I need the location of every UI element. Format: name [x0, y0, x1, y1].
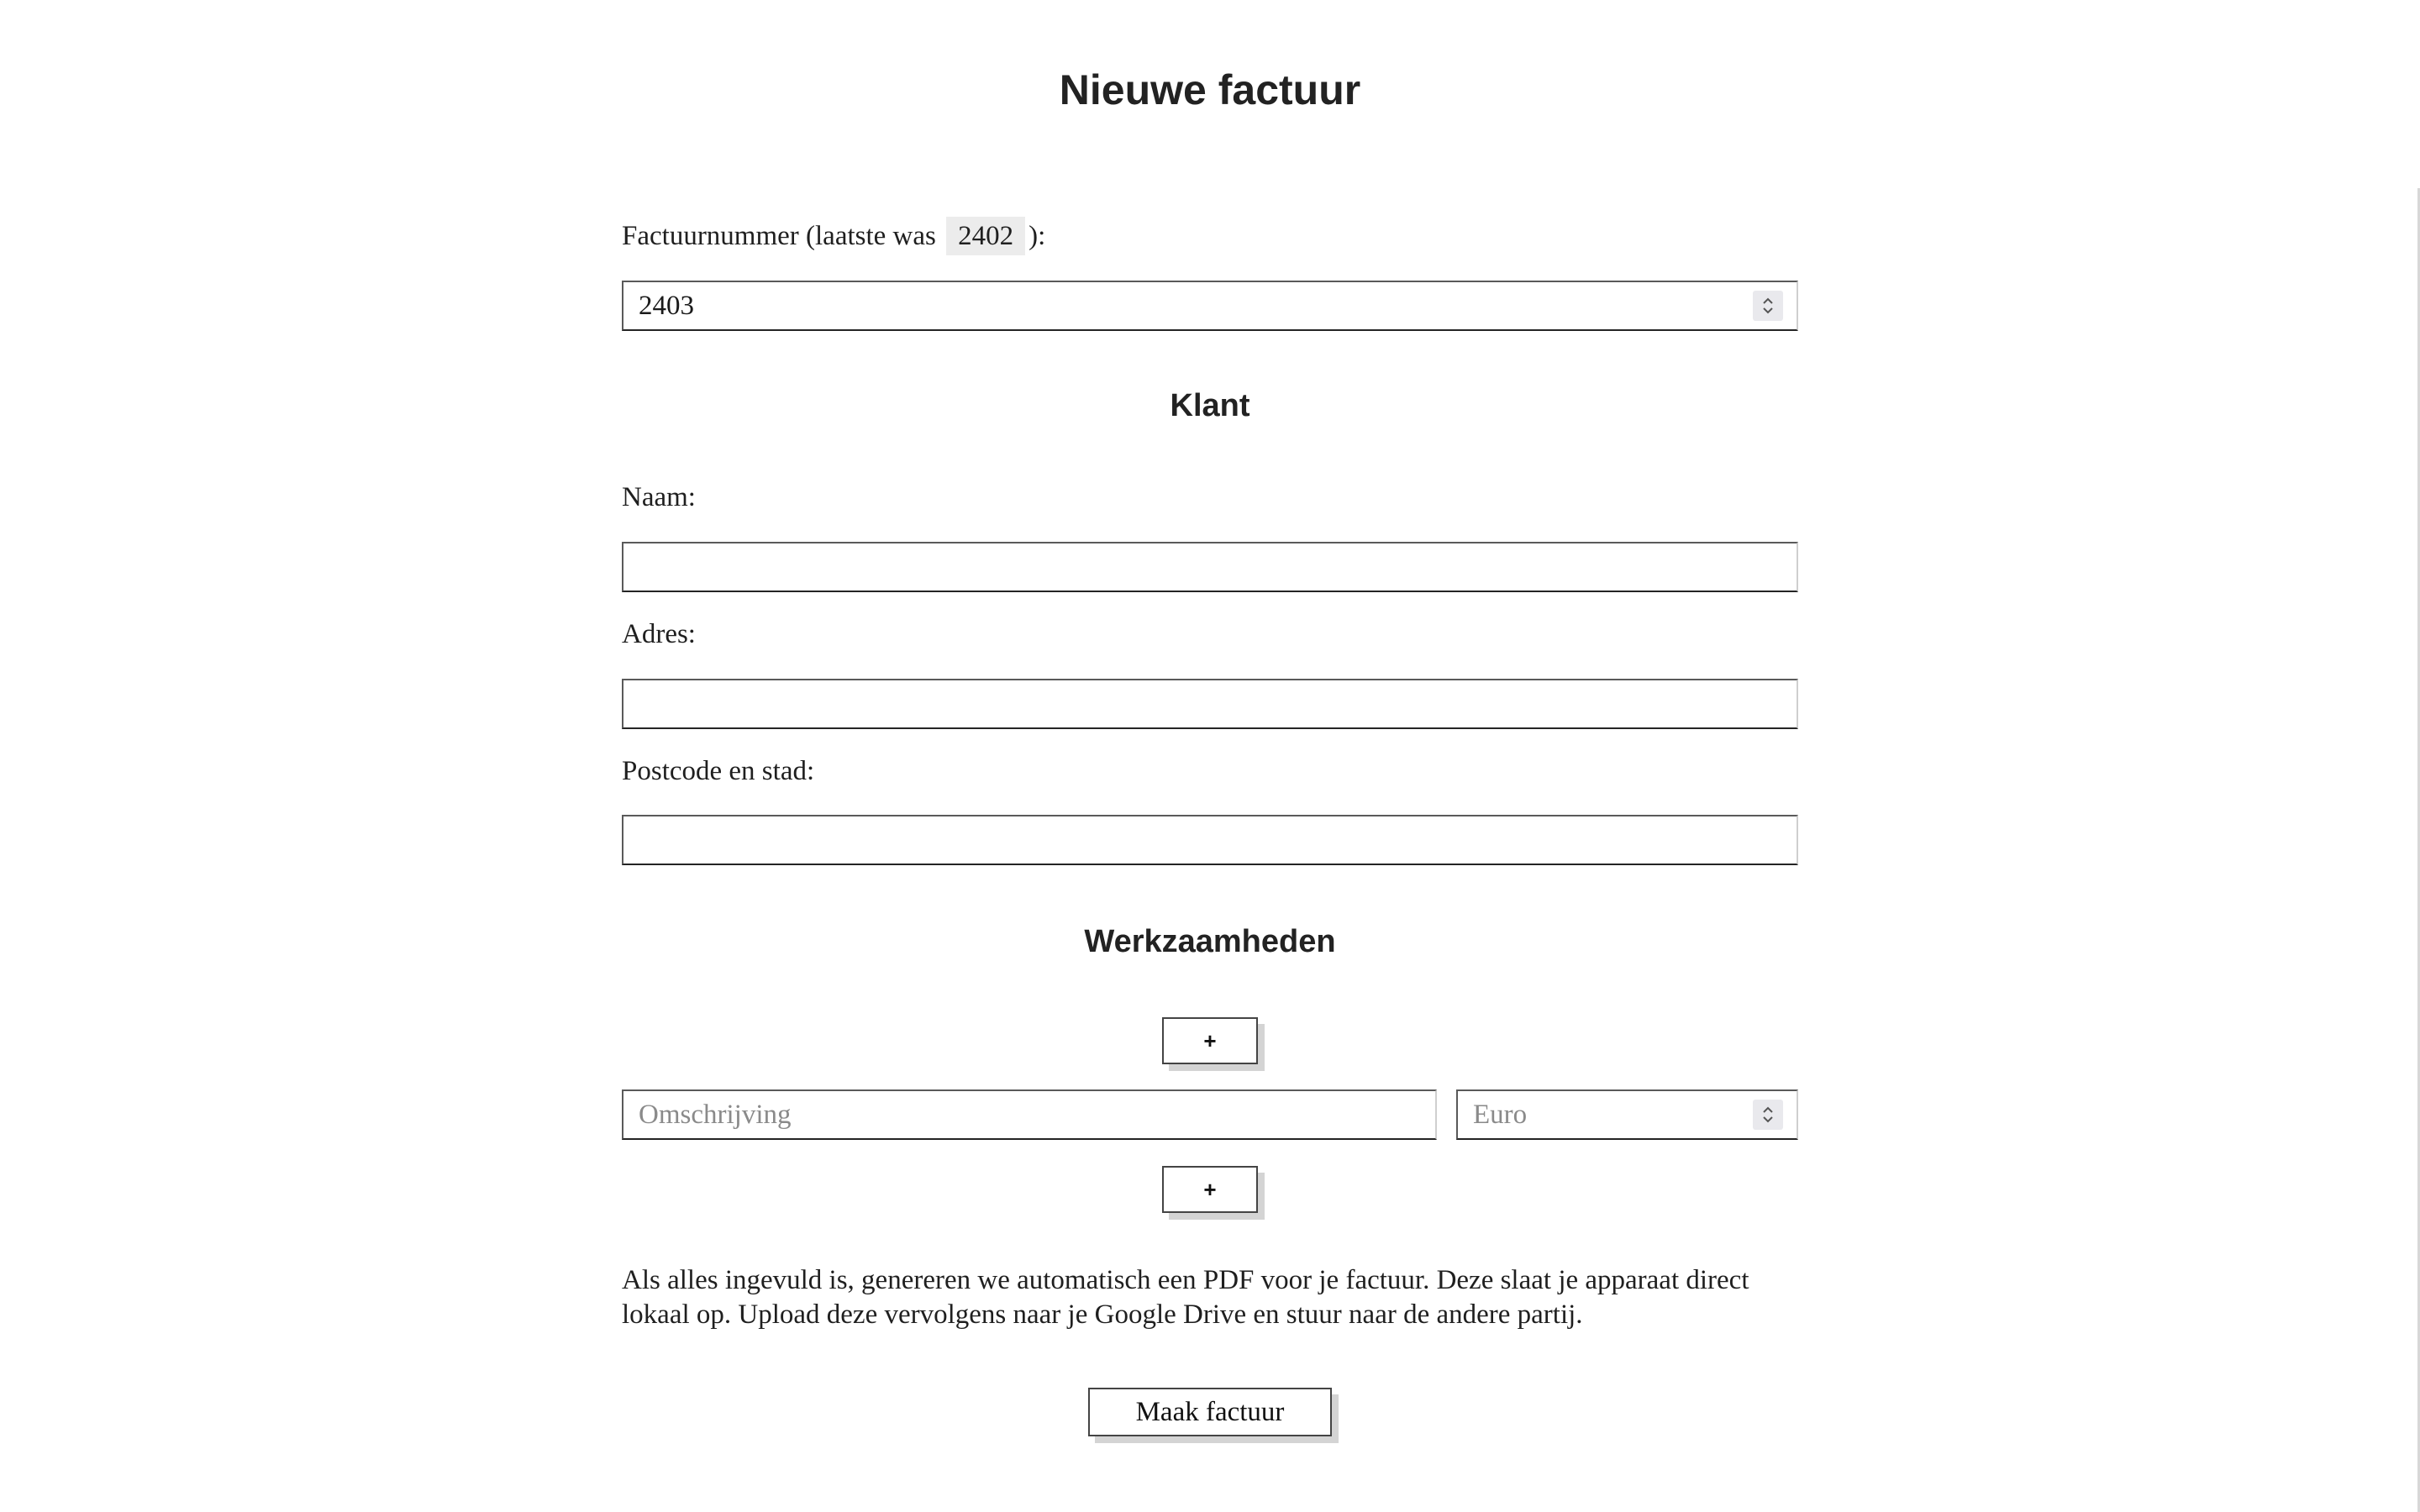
last-invoice-number: 2402	[946, 217, 1025, 255]
work-item-amount-spinner-icon[interactable]	[1753, 1100, 1783, 1130]
create-invoice-button[interactable]: Maak factuur	[1088, 1388, 1332, 1436]
work-item-amount-field[interactable]	[1456, 1089, 1798, 1140]
client-postal-city-label: Postcode en stad:	[622, 756, 815, 786]
invoice-number-spinner-icon[interactable]	[1753, 291, 1783, 321]
client-postal-city-input[interactable]	[623, 816, 1797, 864]
client-address-label: Adres:	[622, 619, 696, 649]
add-work-item-bottom-button[interactable]: +	[1162, 1166, 1258, 1213]
invoice-number-field[interactable]	[622, 281, 1798, 331]
page-title: Nieuwe factuur	[1059, 66, 1361, 113]
add-work-item-top-button[interactable]: +	[1162, 1017, 1258, 1064]
work-item-description-field[interactable]	[622, 1089, 1437, 1140]
invoice-number-input[interactable]	[623, 282, 1797, 329]
client-name-input[interactable]	[623, 543, 1797, 591]
client-postal-city-field[interactable]	[622, 815, 1798, 865]
work-item-description-input[interactable]	[623, 1091, 1435, 1138]
info-text: Als alles ingevuld is, genereren we automatisch een PDF voor je factuur. Deze slaat je apparaat direct lokaal op. Upload deze vervolgens naar je Google Drive en stuur naar de andere partij.	[622, 1265, 1749, 1330]
client-name-field[interactable]	[622, 542, 1798, 592]
invoice-number-label-prefix: Factuurnummer (laatste was	[622, 221, 936, 251]
client-name-label: Naam:	[622, 482, 696, 512]
work-heading: Werkzaamheden	[1084, 924, 1336, 959]
client-heading: Klant	[1170, 388, 1250, 423]
work-item-amount-input[interactable]	[1458, 1091, 1797, 1138]
client-address-field[interactable]	[622, 679, 1798, 729]
invoice-number-label	[622, 217, 1045, 255]
invoice-number-label-suffix: ):	[1028, 221, 1046, 251]
client-address-input[interactable]	[623, 680, 1797, 727]
